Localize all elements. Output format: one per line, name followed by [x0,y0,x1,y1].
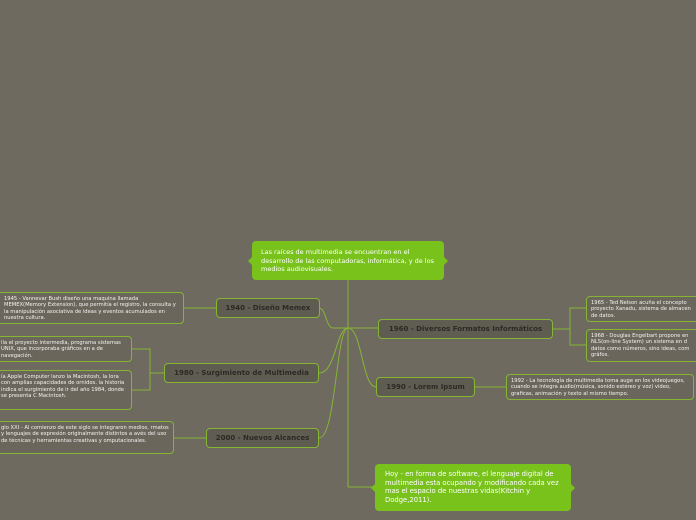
root-node[interactable] [252,241,444,280]
topic-1960-label: 1960 - Diversos Formatos Informáticos [388,325,543,333]
detail-1980-macintosh-text: ía Apple Computer lanzo la Macintosh, la lora con amplias capacidades de ornidos. la historia indica el surgimiento de ir del año 1984, donde se presenta C Macintosh. [1,374,125,400]
final-node[interactable] [375,464,571,511]
detail-1992-text: 1992 - La tecnología de multimedia toma auge en los videojuegos, cuando se integra audio(música, sonido estéreo y voz) video, graficas, animación y texto al mismo tiempo. [511,378,685,397]
topic-2000[interactable] [206,428,319,448]
detail-1945-text: 1945 - Vannevar Bush diseño una maquina llamada MEMEX(Memory Extension), que permitía el registro, la consulta y la manipulación asociativa de ideas y eventos acumulados en nuestra cultura. [4,296,176,322]
topic-1980-label: 1980 - Surgimiento de Multimedia [174,369,309,377]
detail-2000[interactable] [0,421,174,454]
detail-1980-intermedia[interactable] [0,336,132,362]
topic-1990[interactable] [376,377,475,397]
detail-1992[interactable] [506,374,694,400]
root-text: Las raíces de multimedia se encuentran en el desarrollo de las computadoras, informática, y de los medios audiovisuales. [261,248,434,273]
topic-1990-label: 1990 - Lorem Ipsum [386,383,465,391]
topic-2000-label: 2000 - Nuevos Alcances [215,434,310,442]
detail-1945[interactable] [0,292,184,324]
detail-1968-text: 1968 - Douglas Engelbart propone en NLS(on-line System) un sistema en d datos como números, sino ideas, com gráfos. [591,333,690,359]
topic-1960[interactable] [378,319,553,339]
final-text: Hoy - en forma de software, el lenguaje digital de multimedia esta ocupando y modificando cada vez mas el espacio de nuestras vidas(Kitchin y Dodge,2011). [385,470,559,504]
detail-1968[interactable] [586,329,696,362]
detail-1980-macintosh[interactable] [0,370,132,410]
topic-1940[interactable] [216,298,320,318]
detail-2000-text: glo XXI - Al comienzo de este siglo se integraron medios, rmatos y lenguajes de expresión originalmente distintos a avés del uso de técnicas y herramientas creativas y omputacionales. [1,425,169,444]
detail-1965[interactable] [586,296,696,322]
topic-1980[interactable] [164,363,319,383]
detail-1965-text: 1965 - Ted Nelson acuña el concepto proyecto Xanadu, sistema de almacen de datos. [591,300,691,319]
detail-1980-intermedia-text: lla el proyecto intermedia, programa sistemas UNIX, que incorporaba gráficos en a de navegación. [1,340,121,359]
topic-1940-label: 1940 - Diseño Memex [225,304,311,312]
